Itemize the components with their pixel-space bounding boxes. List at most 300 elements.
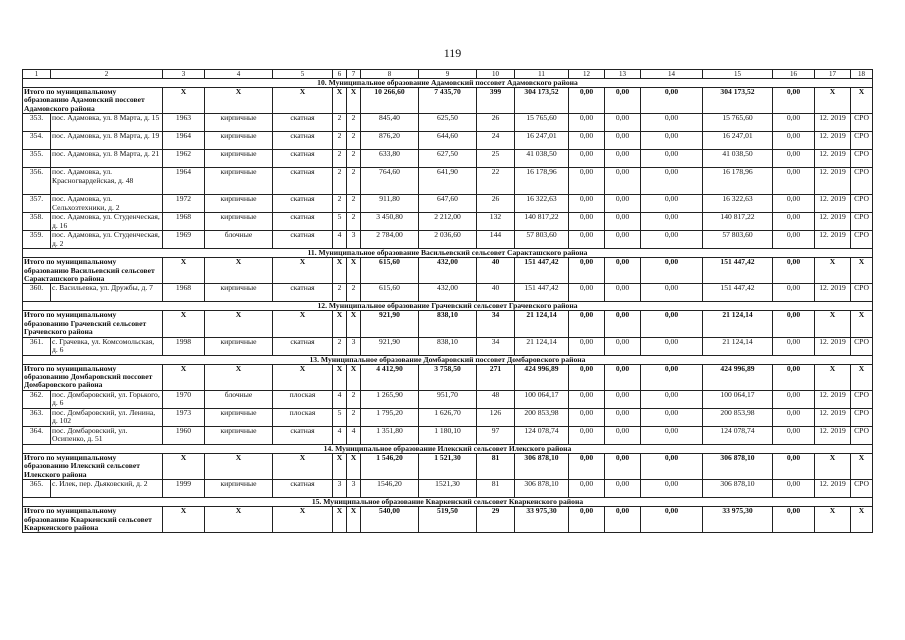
- cell-c9: 1 626,70: [419, 408, 477, 426]
- cell-c3: 1962: [163, 150, 205, 168]
- cell-c4: кирпичные: [205, 132, 273, 150]
- cell-c16: 0,00: [773, 284, 815, 302]
- cell-c16: 0,00: [773, 114, 815, 132]
- column-number-row: [23, 70, 873, 79]
- cell-c6: 5: [333, 408, 347, 426]
- total-cell-c4: X: [205, 88, 273, 114]
- table-row: [23, 426, 873, 444]
- cell-c6: 2: [333, 114, 347, 132]
- cell-c18: СРО: [851, 426, 873, 444]
- address-cell: пос. Адамовка, ул. Студенческая, д. 2: [51, 231, 163, 249]
- cell-c5: скатная: [273, 337, 333, 355]
- cell-c5: скатная: [273, 114, 333, 132]
- cell-c18: СРО: [851, 284, 873, 302]
- section-total-row: [23, 507, 873, 533]
- section-total-label: Итого по муниципальному образованию Илекский сельсовет Илекского района: [23, 453, 163, 479]
- cell-c16: 0,00: [773, 390, 815, 408]
- column-number-cell: 9: [419, 70, 477, 79]
- row-number: 354.: [23, 132, 51, 150]
- total-cell-c8: 4 412,90: [361, 364, 419, 390]
- cell-c18: СРО: [851, 408, 873, 426]
- column-number-cell: 5: [273, 70, 333, 79]
- cell-c11: 57 803,60: [515, 231, 569, 249]
- total-cell-c9: 7 435,70: [419, 88, 477, 114]
- total-cell-c8: 1 546,20: [361, 453, 419, 479]
- total-cell-c18: X: [851, 311, 873, 337]
- table-row: [23, 213, 873, 231]
- cell-c17: 12. 2019: [815, 213, 851, 231]
- cell-c4: блочные: [205, 231, 273, 249]
- row-number: 356.: [23, 168, 51, 195]
- cell-c6: 5: [333, 213, 347, 231]
- total-cell-c6: X: [333, 258, 347, 284]
- total-cell-c4: X: [205, 453, 273, 479]
- total-cell-c8: 540,00: [361, 507, 419, 533]
- cell-c18: СРО: [851, 213, 873, 231]
- total-cell-c6: X: [333, 453, 347, 479]
- cell-c4: кирпичные: [205, 195, 273, 213]
- row-number: 361.: [23, 337, 51, 355]
- total-cell-c7: X: [347, 88, 361, 114]
- total-cell-c12: 0,00: [569, 258, 605, 284]
- cell-c4: кирпичные: [205, 480, 273, 498]
- cell-c8: 615,60: [361, 284, 419, 302]
- cell-c11: 200 853,98: [515, 408, 569, 426]
- cell-c8: 876,20: [361, 132, 419, 150]
- cell-c4: кирпичные: [205, 408, 273, 426]
- cell-c10: 81: [477, 480, 515, 498]
- total-cell-c16: 0,00: [773, 453, 815, 479]
- cell-c12: 0,00: [569, 150, 605, 168]
- cell-c15: 41 038,50: [703, 150, 773, 168]
- cell-c14: 0,00: [641, 408, 703, 426]
- cell-c13: 0,00: [605, 132, 641, 150]
- cell-c8: 1546,20: [361, 480, 419, 498]
- cell-c14: 0,00: [641, 132, 703, 150]
- total-cell-c12: 0,00: [569, 311, 605, 337]
- column-number-cell: 3: [163, 70, 205, 79]
- cell-c8: 1 795,20: [361, 408, 419, 426]
- total-cell-c16: 0,00: [773, 507, 815, 533]
- cell-c6: 4: [333, 426, 347, 444]
- table-row: [23, 132, 873, 150]
- section-title-row: [23, 355, 873, 364]
- address-cell: пос. Адамовка, ул. Студенческая, д. 16: [51, 213, 163, 231]
- cell-c5: плоская: [273, 390, 333, 408]
- cell-c8: 764,60: [361, 168, 419, 195]
- address-cell: пос. Адамовка, ул. 8 Марта, д. 15: [51, 114, 163, 132]
- total-cell-c5: X: [273, 258, 333, 284]
- cell-c10: 25: [477, 150, 515, 168]
- total-cell-c4: X: [205, 258, 273, 284]
- cell-c7: 2: [347, 150, 361, 168]
- cell-c6: 4: [333, 390, 347, 408]
- cell-c17: 12. 2019: [815, 168, 851, 195]
- row-number: 353.: [23, 114, 51, 132]
- total-cell-c16: 0,00: [773, 258, 815, 284]
- total-cell-c13: 0,00: [605, 364, 641, 390]
- column-number-cell: 12: [569, 70, 605, 79]
- total-cell-c7: X: [347, 364, 361, 390]
- column-number-cell: 18: [851, 70, 873, 79]
- table-body: [23, 70, 873, 533]
- total-cell-c14: 0,00: [641, 453, 703, 479]
- cell-c7: 2: [347, 408, 361, 426]
- cell-c15: 15 765,60: [703, 114, 773, 132]
- cell-c16: 0,00: [773, 195, 815, 213]
- section-total-row: [23, 311, 873, 337]
- cell-c5: скатная: [273, 231, 333, 249]
- section-title-row: [23, 498, 873, 507]
- cell-c7: 2: [347, 390, 361, 408]
- cell-c13: 0,00: [605, 390, 641, 408]
- cell-c3: 1998: [163, 337, 205, 355]
- cell-c15: 306 878,10: [703, 480, 773, 498]
- total-cell-c11: 151 447,42: [515, 258, 569, 284]
- cell-c13: 0,00: [605, 408, 641, 426]
- cell-c12: 0,00: [569, 337, 605, 355]
- cell-c12: 0,00: [569, 195, 605, 213]
- total-cell-c3: X: [163, 311, 205, 337]
- cell-c13: 0,00: [605, 337, 641, 355]
- cell-c10: 26: [477, 114, 515, 132]
- table-row: [23, 390, 873, 408]
- cell-c6: 2: [333, 337, 347, 355]
- column-number-cell: 10: [477, 70, 515, 79]
- cell-c12: 0,00: [569, 284, 605, 302]
- cell-c16: 0,00: [773, 213, 815, 231]
- column-number-cell: 6: [333, 70, 347, 79]
- cell-c5: плоская: [273, 408, 333, 426]
- table-row: [23, 284, 873, 302]
- cell-c18: СРО: [851, 168, 873, 195]
- total-cell-c10: 81: [477, 453, 515, 479]
- total-cell-c8: 921,90: [361, 311, 419, 337]
- cell-c11: 15 765,60: [515, 114, 569, 132]
- total-cell-c13: 0,00: [605, 88, 641, 114]
- cell-c13: 0,00: [605, 231, 641, 249]
- cell-c8: 845,40: [361, 114, 419, 132]
- cell-c15: 16 247,01: [703, 132, 773, 150]
- total-cell-c18: X: [851, 88, 873, 114]
- cell-c12: 0,00: [569, 390, 605, 408]
- cell-c8: 921,90: [361, 337, 419, 355]
- total-cell-c17: X: [815, 364, 851, 390]
- total-cell-c18: X: [851, 364, 873, 390]
- section-title: 11. Муниципальное образование Васильевский сельсовет Саракташского района: [23, 249, 873, 258]
- cell-c9: 625,50: [419, 114, 477, 132]
- table-row: [23, 337, 873, 355]
- cell-c14: 0,00: [641, 195, 703, 213]
- total-cell-c16: 0,00: [773, 88, 815, 114]
- cell-c4: кирпичные: [205, 168, 273, 195]
- table-row: [23, 195, 873, 213]
- cell-c18: СРО: [851, 390, 873, 408]
- cell-c16: 0,00: [773, 231, 815, 249]
- cell-c15: 140 817,22: [703, 213, 773, 231]
- cell-c14: 0,00: [641, 480, 703, 498]
- total-cell-c17: X: [815, 258, 851, 284]
- section-total-row: [23, 88, 873, 114]
- total-cell-c11: 306 878,10: [515, 453, 569, 479]
- total-cell-c11: 33 975,30: [515, 507, 569, 533]
- cell-c8: 3 450,80: [361, 213, 419, 231]
- cell-c5: скатная: [273, 168, 333, 195]
- total-cell-c15: 33 975,30: [703, 507, 773, 533]
- cell-c7: 2: [347, 168, 361, 195]
- total-cell-c3: X: [163, 364, 205, 390]
- cell-c3: 1963: [163, 114, 205, 132]
- total-cell-c9: 3 758,50: [419, 364, 477, 390]
- column-number-cell: 8: [361, 70, 419, 79]
- cell-c5: скатная: [273, 195, 333, 213]
- cell-c9: 1 180,10: [419, 426, 477, 444]
- total-cell-c7: X: [347, 453, 361, 479]
- total-cell-c6: X: [333, 507, 347, 533]
- column-number-cell: 15: [703, 70, 773, 79]
- total-cell-c8: 615,60: [361, 258, 419, 284]
- address-cell: пос. Адамовка, ул. Красногвардейская, д. 48: [51, 168, 163, 195]
- cell-c3: 1968: [163, 213, 205, 231]
- section-title: 13. Муниципальное образование Домбаровский поссовет Домбаровского района: [23, 355, 873, 364]
- row-number: 363.: [23, 408, 51, 426]
- cell-c12: 0,00: [569, 114, 605, 132]
- section-total-label: Итого по муниципальному образованию Адамовский поссовет Адамовского района: [23, 88, 163, 114]
- cell-c5: скатная: [273, 132, 333, 150]
- cell-c5: скатная: [273, 426, 333, 444]
- cell-c9: 627,50: [419, 150, 477, 168]
- address-cell: пос. Домбаровский, ул. Осипенко, д. 51: [51, 426, 163, 444]
- address-cell: пос. Домбаровский, ул. Ленина, д. 102: [51, 408, 163, 426]
- cell-c11: 41 038,50: [515, 150, 569, 168]
- cell-c15: 200 853,98: [703, 408, 773, 426]
- column-number-cell: 11: [515, 70, 569, 79]
- cell-c15: 124 078,74: [703, 426, 773, 444]
- total-cell-c3: X: [163, 88, 205, 114]
- cell-c17: 12. 2019: [815, 480, 851, 498]
- cell-c12: 0,00: [569, 231, 605, 249]
- section-title-row: [23, 249, 873, 258]
- cell-c10: 144: [477, 231, 515, 249]
- cell-c7: 2: [347, 114, 361, 132]
- cell-c17: 12. 2019: [815, 195, 851, 213]
- cell-c18: СРО: [851, 114, 873, 132]
- total-cell-c6: X: [333, 311, 347, 337]
- cell-c7: 3: [347, 337, 361, 355]
- cell-c9: 2 036,60: [419, 231, 477, 249]
- cell-c13: 0,00: [605, 114, 641, 132]
- total-cell-c5: X: [273, 364, 333, 390]
- cell-c11: 140 817,22: [515, 213, 569, 231]
- cell-c3: 1999: [163, 480, 205, 498]
- cell-c5: скатная: [273, 284, 333, 302]
- cell-c3: 1964: [163, 132, 205, 150]
- cell-c17: 12. 2019: [815, 337, 851, 355]
- cell-c17: 12. 2019: [815, 390, 851, 408]
- total-cell-c5: X: [273, 88, 333, 114]
- section-total-label: Итого по муниципальному образованию Домбаровский поссовет Домбаровского района: [23, 364, 163, 390]
- cell-c10: 48: [477, 390, 515, 408]
- total-cell-c17: X: [815, 453, 851, 479]
- cell-c10: 26: [477, 195, 515, 213]
- section-total-row: [23, 364, 873, 390]
- section-total-label: Итого по муниципальному образованию Васильевский сельсовет Саракташского района: [23, 258, 163, 284]
- document-table-container: [22, 69, 872, 533]
- cell-c17: 12. 2019: [815, 132, 851, 150]
- total-cell-c11: 21 124,14: [515, 311, 569, 337]
- total-cell-c9: 519,50: [419, 507, 477, 533]
- total-cell-c10: 40: [477, 258, 515, 284]
- section-title: 10. Муниципальное образование Адамовский поссовет Адамовского района: [23, 79, 873, 88]
- cell-c5: скатная: [273, 150, 333, 168]
- cell-c5: скатная: [273, 213, 333, 231]
- cell-c14: 0,00: [641, 213, 703, 231]
- cell-c6: 4: [333, 231, 347, 249]
- cell-c12: 0,00: [569, 408, 605, 426]
- cell-c6: 2: [333, 195, 347, 213]
- total-cell-c8: 10 266,60: [361, 88, 419, 114]
- cell-c12: 0,00: [569, 213, 605, 231]
- total-cell-c17: X: [815, 88, 851, 114]
- row-number: 360.: [23, 284, 51, 302]
- cell-c17: 12. 2019: [815, 114, 851, 132]
- total-cell-c15: 21 124,14: [703, 311, 773, 337]
- cell-c11: 16 178,96: [515, 168, 569, 195]
- row-number: 364.: [23, 426, 51, 444]
- table-row: [23, 480, 873, 498]
- cell-c9: 1521,30: [419, 480, 477, 498]
- total-cell-c9: 838,10: [419, 311, 477, 337]
- section-title-row: [23, 79, 873, 88]
- column-number-cell: 7: [347, 70, 361, 79]
- cell-c6: 2: [333, 150, 347, 168]
- total-cell-c7: X: [347, 258, 361, 284]
- cell-c7: 2: [347, 284, 361, 302]
- total-cell-c13: 0,00: [605, 258, 641, 284]
- column-number-cell: 17: [815, 70, 851, 79]
- total-cell-c3: X: [163, 258, 205, 284]
- cell-c7: 3: [347, 480, 361, 498]
- cell-c6: 3: [333, 480, 347, 498]
- table-row: [23, 150, 873, 168]
- table-row: [23, 168, 873, 195]
- table-row: [23, 114, 873, 132]
- cell-c4: блочные: [205, 390, 273, 408]
- cell-c13: 0,00: [605, 426, 641, 444]
- cell-c6: 2: [333, 132, 347, 150]
- cell-c7: 3: [347, 231, 361, 249]
- cell-c5: скатная: [273, 480, 333, 498]
- cell-c6: 2: [333, 168, 347, 195]
- total-cell-c14: 0,00: [641, 88, 703, 114]
- cell-c10: 24: [477, 132, 515, 150]
- table-row: [23, 231, 873, 249]
- cell-c3: 1960: [163, 426, 205, 444]
- cell-c16: 0,00: [773, 150, 815, 168]
- cell-c10: 97: [477, 426, 515, 444]
- cell-c16: 0,00: [773, 408, 815, 426]
- total-cell-c18: X: [851, 453, 873, 479]
- total-cell-c12: 0,00: [569, 88, 605, 114]
- cell-c11: 100 064,17: [515, 390, 569, 408]
- cell-c18: СРО: [851, 337, 873, 355]
- total-cell-c14: 0,00: [641, 258, 703, 284]
- cell-c15: 16 322,63: [703, 195, 773, 213]
- cell-c17: 12. 2019: [815, 284, 851, 302]
- address-cell: пос. Адамовка, ул. 8 Марта, д. 19: [51, 132, 163, 150]
- cell-c6: 2: [333, 284, 347, 302]
- total-cell-c15: 424 996,89: [703, 364, 773, 390]
- total-cell-c13: 0,00: [605, 311, 641, 337]
- cell-c16: 0,00: [773, 132, 815, 150]
- cell-c9: 951,70: [419, 390, 477, 408]
- cell-c16: 0,00: [773, 168, 815, 195]
- row-number: 357.: [23, 195, 51, 213]
- column-number-cell: 4: [205, 70, 273, 79]
- cell-c16: 0,00: [773, 426, 815, 444]
- cell-c13: 0,00: [605, 168, 641, 195]
- cell-c3: 1972: [163, 195, 205, 213]
- total-cell-c14: 0,00: [641, 311, 703, 337]
- cell-c9: 647,60: [419, 195, 477, 213]
- cell-c14: 0,00: [641, 168, 703, 195]
- section-title-row: [23, 444, 873, 453]
- column-number-cell: 16: [773, 70, 815, 79]
- cell-c14: 0,00: [641, 337, 703, 355]
- cell-c15: 21 124,14: [703, 337, 773, 355]
- total-cell-c5: X: [273, 311, 333, 337]
- cell-c14: 0,00: [641, 390, 703, 408]
- section-title: 12. Муниципальное образование Грачевский сельсовет Грачевского района: [23, 302, 873, 311]
- cell-c10: 22: [477, 168, 515, 195]
- total-cell-c18: X: [851, 507, 873, 533]
- section-total-label: Итого по муниципальному образованию Кваркенский сельсовет Кваркенского района: [23, 507, 163, 533]
- total-cell-c9: 432,00: [419, 258, 477, 284]
- total-cell-c12: 0,00: [569, 453, 605, 479]
- repair-program-table: [22, 69, 873, 533]
- total-cell-c14: 0,00: [641, 507, 703, 533]
- total-cell-c5: X: [273, 507, 333, 533]
- page-number: 119: [443, 46, 462, 60]
- cell-c10: 40: [477, 284, 515, 302]
- address-cell: с. Грачевка, ул. Комсомольская, д. 6: [51, 337, 163, 355]
- cell-c7: 2: [347, 195, 361, 213]
- cell-c4: кирпичные: [205, 426, 273, 444]
- cell-c17: 12. 2019: [815, 150, 851, 168]
- cell-c8: 1 265,90: [361, 390, 419, 408]
- cell-c11: 16 322,63: [515, 195, 569, 213]
- total-cell-c3: X: [163, 507, 205, 533]
- address-cell: с. Васильевка, ул. Дружбы, д. 7: [51, 284, 163, 302]
- section-total-row: [23, 258, 873, 284]
- total-cell-c17: X: [815, 507, 851, 533]
- section-title-row: [23, 302, 873, 311]
- cell-c14: 0,00: [641, 284, 703, 302]
- cell-c3: 1969: [163, 231, 205, 249]
- total-cell-c16: 0,00: [773, 364, 815, 390]
- table-row: [23, 408, 873, 426]
- cell-c8: 2 784,00: [361, 231, 419, 249]
- total-cell-c6: X: [333, 364, 347, 390]
- cell-c8: 911,80: [361, 195, 419, 213]
- cell-c15: 57 803,60: [703, 231, 773, 249]
- cell-c16: 0,00: [773, 480, 815, 498]
- total-cell-c15: 306 878,10: [703, 453, 773, 479]
- cell-c7: 2: [347, 213, 361, 231]
- cell-c11: 124 078,74: [515, 426, 569, 444]
- total-cell-c13: 0,00: [605, 453, 641, 479]
- address-cell: с. Илек, пер. Дьяковский, д. 2: [51, 480, 163, 498]
